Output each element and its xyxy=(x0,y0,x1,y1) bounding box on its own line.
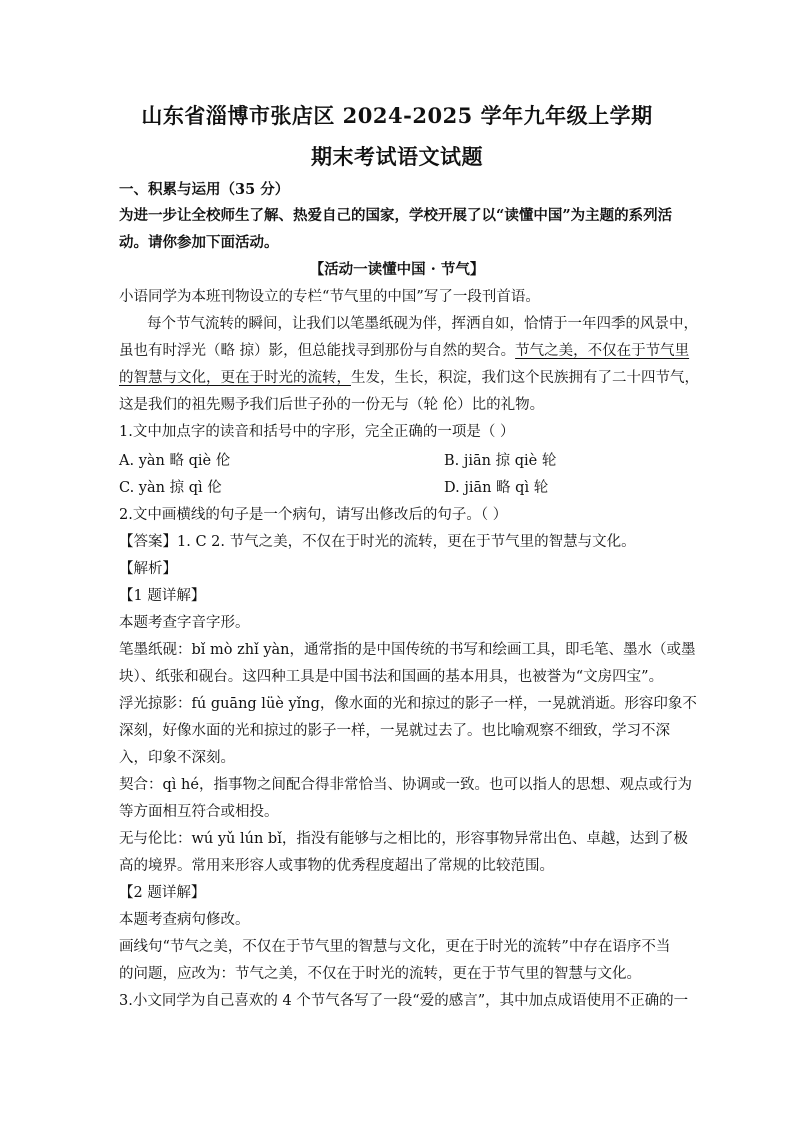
answer-line: 【答案】1. C 2. 节气之美，不仅在于时光的流转，更在于节气里的智慧与文化。 xyxy=(119,534,636,550)
question-2-stem: 2.文中画横线的句子是一个病句，请写出修改后的句子。（ ） xyxy=(119,507,508,523)
analysis-line: 等方面相互符合或相投。 xyxy=(119,804,279,820)
analysis-line: 笔墨纸砚：bǐ mò zhǐ yàn，通常指的是中国传统的书写和绘画工具，即毛笔、墨水（或墨 xyxy=(119,642,696,658)
activity-lead: 小语同学为本班刊物设立的专栏“节气里的中国”写了一段刊首语。 xyxy=(119,289,540,305)
passage-line xyxy=(119,368,699,388)
analysis-line: 入，印象不深刻。 xyxy=(119,750,235,766)
section-intro: 动。请你参加下面活动。 xyxy=(119,234,279,251)
analysis-line: 的问题，应改为：节气之美，不仅在于时光的流转，更在于节气里的智慧与文化。 xyxy=(119,966,641,982)
analysis-line: 无与伦比：wú yǔ lún bǐ，指没有能够与之相比的，形容事物异常出色、卓越，达到了极 xyxy=(119,831,688,847)
underlined-sentence: 节气之美，不仅在于节气里 xyxy=(515,343,690,359)
q1-detail-heading: 【1 题详解】 xyxy=(119,588,206,604)
section-intro: 为进一步让全校师生了解、热爱自己的国家，学校开展了以“读懂中国”为主题的系列活 xyxy=(119,207,673,224)
passage-text: 虽也有时浮光（略 掠）影，但总能找寻到那份与自然的契合。 xyxy=(119,343,516,359)
option-c: C. yàn 掠 qì 伦 xyxy=(119,480,222,496)
passage-line xyxy=(119,341,690,361)
passage-line: 这是我们的祖先赐予我们后世子孙的一份无与（轮 伦）比的礼物。 xyxy=(119,397,545,413)
analysis-line: 画线句“节气之美，不仅在于节气里的智慧与文化，更在于时光的流转”中存在语序不当 xyxy=(119,939,671,955)
passage-line: 每个节气流转的瞬间，让我们以笔墨纸砚为伴，挥洒自如，恰情于一年四季的风景中， xyxy=(147,316,698,332)
question-1-stem: 1.文中加点字的读音和括号中的字形，完全正确的一项是（ ） xyxy=(119,424,515,440)
passage-text: 生发，生长，积淀，我们这个民族拥有了二十四节气， xyxy=(351,370,699,386)
analysis-line: 本题考查病句修改。 xyxy=(119,912,250,928)
option-b: B. jiān 掠 qiè 轮 xyxy=(444,453,557,469)
activity-heading: 【活动一读懂中国 · 节气】 xyxy=(309,261,485,278)
analysis-line: 浮光掠影：fú guāng lüè yǐng，像水面的光和掠过的影子一样，一晃就消逝。形容印象不 xyxy=(119,696,697,712)
analysis-line: 本题考查字音字形。 xyxy=(119,615,250,631)
option-d: D. jiān 略 qì 轮 xyxy=(444,480,549,496)
underlined-sentence: 的智慧与文化，更在于时光的流转， xyxy=(119,370,351,386)
analysis-heading: 【解析】 xyxy=(119,561,177,577)
analysis-line: 深刻，好像水面的光和掠过的影子一样，一晃就过去了。也比喻观察不细致，学习不深 xyxy=(119,723,670,739)
q2-detail-heading: 【2 题详解】 xyxy=(119,885,206,901)
question-3-stem: 3.小文同学为自己喜欢的 4 个节气各写了一段“爱的感言”，其中加点成语使用不正确的一 xyxy=(119,993,689,1009)
exam-title-line2: 期末考试语文试题 xyxy=(311,144,483,169)
section-heading: 一、积累与运用（35 分） xyxy=(119,181,290,198)
analysis-line: 高的境界。常用来形容人或事物的优秀程度超出了常规的比较范围。 xyxy=(119,858,554,874)
analysis-line: 契合：qì hé，指事物之间配合得非常恰当、协调或一致。也可以指人的思想、观点或行为 xyxy=(119,777,692,793)
analysis-line: 块）、纸张和砚台。这四种工具是中国书法和国画的基本用具，也被誉为“文房四宝”。 xyxy=(119,669,664,685)
option-a: A. yàn 略 qiè 伦 xyxy=(119,453,231,469)
exam-title-line1: 山东省淄博市张店区 2024-2025 学年九年级上学期 xyxy=(141,103,653,128)
